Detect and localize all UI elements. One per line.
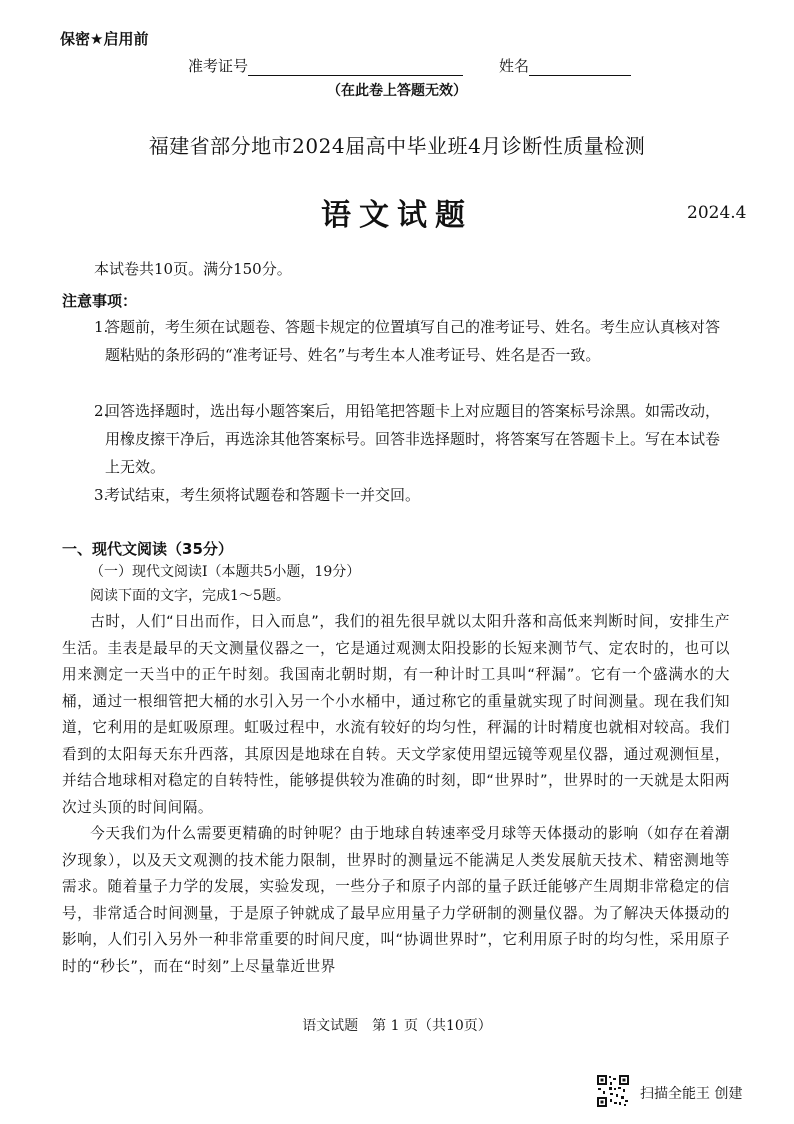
notes-heading: 注意事项： (62, 292, 138, 310)
scanner-brand-watermark: 扫描全能王 创建 (640, 1086, 743, 1102)
no-answer-notice: （在此卷上答题无效） (327, 83, 467, 99)
note-number: 3. (94, 486, 109, 504)
candidate-id-blank (248, 61, 463, 76)
note-number: 1. (94, 318, 109, 336)
note-text: 答题前，考生须在试题卷、答题卡规定的位置填写自己的准考证号、姓名。考生应认真核对答题粘贴的条形码的“准考证号、姓名”与考生本人准考证号、姓名是否一致。 (105, 318, 721, 364)
reading-instruction: 阅读下面的文字，完成1～5题。 (90, 588, 290, 604)
exam-title: 福建省部分地市2024届高中毕业班4月诊断性质量检测 (148, 134, 646, 158)
note-number: 2. (94, 402, 109, 420)
subsection-heading: （一）现代文阅读Ⅰ（本题共5小题，19分） (90, 564, 361, 580)
qr-code-icon (596, 1074, 630, 1108)
note-item (94, 481, 734, 509)
name-label: 姓名 (499, 57, 530, 75)
page-footer: 语文试题 第 1 页（共10页） (302, 1018, 492, 1034)
exam-date: 2024.4 (687, 203, 747, 223)
note-item (94, 397, 734, 481)
section-heading: 一、现代文阅读（35分） (62, 540, 233, 558)
paragraph-text: 古时，人们“日出而作，日入而息”，我们的祖先很早就以太阳升落和高低来判断时间，安排生产生活。圭表是最早的天文测量仪器之一，它是通过观测太阳投影的长短来测节气、定农时的，也可以用来测定一天当中的正午时刻。我国南北朝时期，有一种计时工具叫“秤漏”。它有一个盛满水的大桶，通过一根细管把大桶的水引入另一个小水桶中，通过称它的重量就实现了时间测量。现在我们知道，它利用的是虹吸原理。虹吸过程中，水流有较好的均匀性，秤漏的计时精度也就相对较高。我们看到的太阳每天东升西落，其原因是地球在自转。天文学家使用望远镜等观星仪器，通过观测恒星，并结合地球相对稳定的自转特性，能够提供较为准确的时刻，即“世界时”，世界时的一天就是太阳两次过头顶的时间间隔。 (62, 613, 730, 816)
paragraph-text: 今天我们为什么需要更精确的时钟呢？由于地球自转速率受月球等天体摄动的影响（如存在着潮汐现象），以及天文观测的技术能力限制，世界时的测量远不能满足人类发展航天技术、精密测地等需求。随着量子力学的发展，实验发现，一些分子和原子内部的量子跃迁能够产生周期非常稳定的信号，非常适合时间测量，于是原子钟就成了最早应用量子力学研制的测量仪器。为了解决天体摄动的影响，人们引入另外一种非常重要的时间尺度，叫“协调世界时”，它利用原子时的均匀性，采用原子时的“秒长”，而在“时刻”上尽量靠近世界 (62, 825, 730, 975)
paper-info: 本试卷共10页。满分150分。 (94, 260, 292, 278)
candidate-id-label: 准考证号 (188, 57, 249, 75)
subject-title: 语文试题 (321, 198, 473, 233)
confidential-label: 保密★启用前 (60, 30, 149, 48)
note-text: 考试结束，考生须将试题卷和答题卡一并交回。 (105, 486, 421, 504)
note-text: 回答选择题时，选出每小题答案后，用铅笔把答题卡上对应题目的答案标号涂黑。如需改动，用橡皮擦干净后，再选涂其他答案标号。回答非选择题时，将答案写在答题卡上。写在本试卷上无效。 (105, 402, 721, 476)
candidate-info-line (188, 55, 631, 76)
name-blank (529, 61, 631, 76)
reading-paragraph (62, 821, 730, 980)
note-item (94, 313, 734, 369)
reading-paragraph (62, 609, 730, 821)
